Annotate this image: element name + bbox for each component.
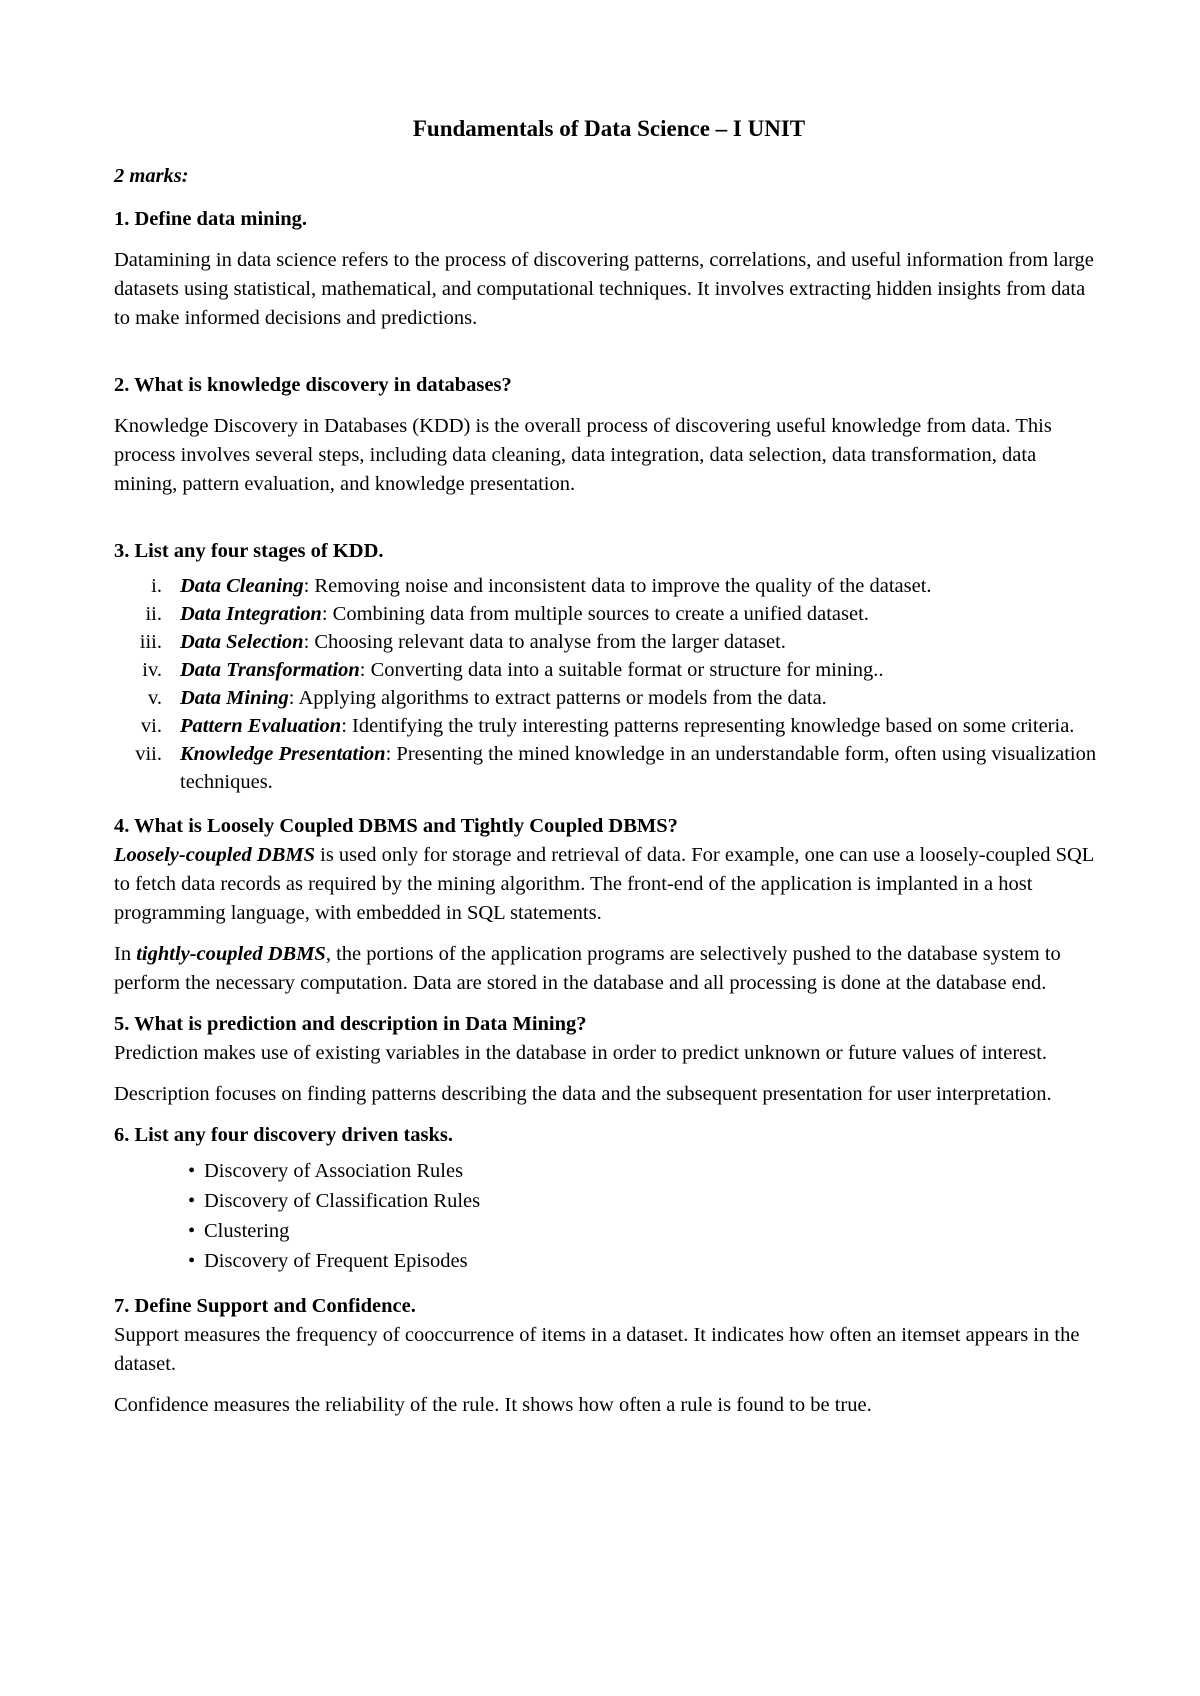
answer-5-paragraph-2: Description focuses on finding patterns describing the data and the subsequent presentation for user interpretation.	[114, 1083, 1052, 1105]
answer-2: Knowledge Discovery in Databases (KDD) is the overall process of discovering useful knowledge from data. This process involves several steps, including data cleaning, data integration, data selection, data transformation, data mining, pattern evaluation, and knowledge presentation.	[114, 415, 1052, 495]
question-1: 1. Define data mining.	[114, 208, 308, 230]
answer-7-paragraph-2: Confidence measures the reliability of the rule. It shows how often a rule is found to be true.	[114, 1394, 872, 1416]
list-item: • Discovery of Classification Rules	[188, 1190, 481, 1212]
question-3: 3. List any four stages of KDD.	[114, 540, 384, 562]
document-content	[114, 114, 1104, 1420]
list-item: • Discovery of Association Rules	[188, 1160, 464, 1182]
kdd-stages-list	[114, 572, 1104, 796]
marks-label: 2 marks:	[114, 165, 189, 187]
list-item: vi. Pattern Evaluation: Identifying the truly interesting patterns representing knowledge based on some criteria.	[140, 715, 1075, 737]
document-title: Fundamentals of Data Science – I UNIT	[412, 116, 806, 141]
answer-5-paragraph-1: Prediction makes use of existing variables in the database in order to predict unknown or future values of interest.	[114, 1042, 1048, 1064]
answer-4-paragraph-2: In tightly-coupled DBMS, the portions of the application programs are selectively pushed to the database system to perform the necessary computation. Data are stored in the database and all processing is done at the database end.	[114, 943, 1061, 994]
list-item: v. Data Mining: Applying algorithms to extract patterns or models from the data.	[147, 687, 827, 709]
discovery-tasks-list	[114, 1156, 1104, 1276]
question-2: 2. What is knowledge discovery in databases?	[114, 374, 512, 396]
answer-4-paragraph-1: Loosely-coupled DBMS is used only for storage and retrieval of data. For example, one can use a loosely-coupled SQL to fetch data records as required by the mining algorithm. The front-end of the application is implanted in a host programming language, with embedded in SQL statements.	[114, 844, 1094, 924]
question-6: 6. List any four discovery driven tasks.	[114, 1124, 454, 1146]
question-7: 7. Define Support and Confidence.	[114, 1295, 416, 1317]
answer-1: Datamining in data science refers to the process of discovering patterns, correlations, and useful information from large datasets using statistical, mathematical, and computational techniques. It involves extracting hidden insights from data to make informed decisions and predictions.	[114, 249, 1094, 329]
list-item: iii. Data Selection: Choosing relevant data to analyse from the larger dataset.	[139, 631, 786, 653]
question-5: 5. What is prediction and description in Data Mining?	[114, 1013, 587, 1035]
list-item: • Discovery of Frequent Episodes	[188, 1250, 468, 1272]
list-item: i. Data Cleaning: Removing noise and inconsistent data to improve the quality of the dataset.	[151, 575, 932, 597]
question-4: 4. What is Loosely Coupled DBMS and Tightly Coupled DBMS?	[114, 815, 678, 837]
list-item: • Clustering	[188, 1220, 290, 1242]
list-item: iv. Data Transformation: Converting data into a suitable format or structure for mining..	[142, 659, 884, 681]
answer-7-paragraph-1: Support measures the frequency of cooccurrence of items in a dataset. It indicates how often an itemset appears in the dataset.	[114, 1324, 1080, 1375]
list-item: vii. Knowledge Presentation: Presenting the mined knowledge in an understandable form, often using visualization techniques.	[135, 743, 1097, 793]
list-item: ii. Data Integration: Combining data from multiple sources to create a unified dataset.	[145, 603, 869, 625]
